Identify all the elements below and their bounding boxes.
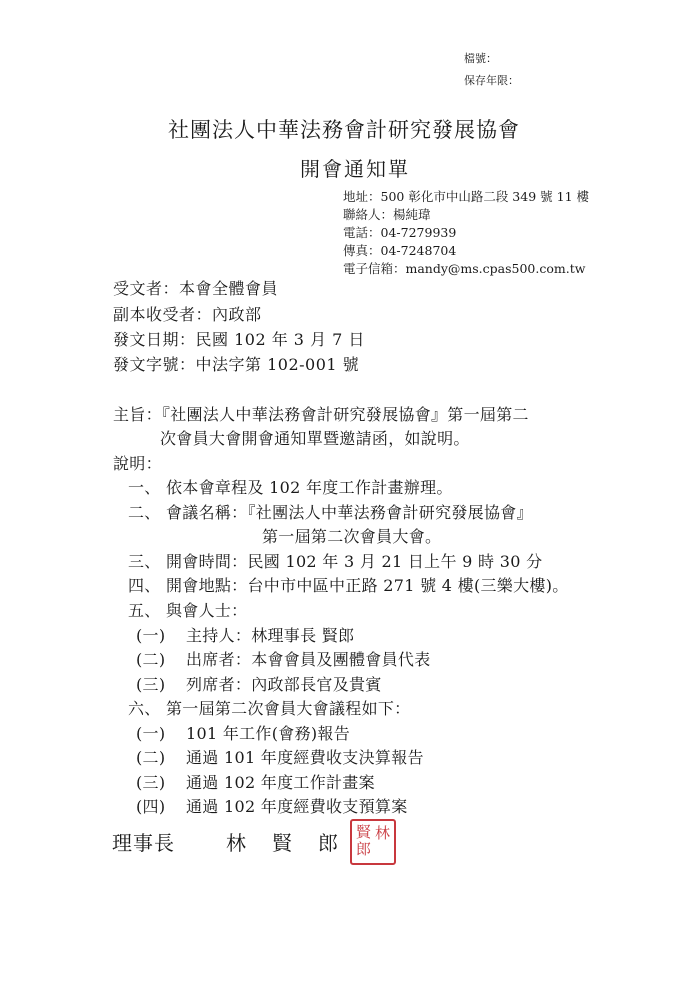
contact-block <box>343 188 589 278</box>
contact-email: 電子信箱：mandy@ms.cpas500.com.tw <box>343 261 586 276</box>
subject-line-1: 主旨：『社團法人中華法務會計研究發展協會』第一屆第二 <box>113 405 529 424</box>
chairman-name-char-1: 林 <box>226 831 246 855</box>
contact-fax: 傳真：04-7248704 <box>343 243 457 258</box>
contact-phone: 電話：04-7279939 <box>343 225 457 240</box>
agenda-3-number: (三) <box>136 773 166 792</box>
recipient-line: 受文者：本會全體會員 <box>113 279 279 298</box>
contact-person: 聯絡人：楊純瑋 <box>343 207 431 222</box>
agenda-2-text: 通過 101 年度經費收支決算報告 <box>186 748 424 767</box>
attendee-1-number: (一) <box>136 626 166 645</box>
attendee-3-number: (三) <box>136 675 166 694</box>
agenda-3-text: 通過 102 年度工作計畫案 <box>186 773 375 792</box>
chairman-seal <box>350 819 396 865</box>
agenda-2-number: (二) <box>136 748 166 767</box>
subject-line-2: 次會員大會開會通知單暨邀請函，如說明。 <box>160 429 470 448</box>
agenda-4-text: 通過 102 年度經費收支預算案 <box>186 797 408 816</box>
agenda-1-text: 101 年工作(會務)報告 <box>186 724 351 743</box>
document-title: 開會通知單 <box>300 157 410 181</box>
item-1: 一、 依本會章程及 102 年度工作計畫辦理。 <box>128 478 453 497</box>
item-5: 五、 與會人士： <box>128 601 248 620</box>
seal-char-3: 郎 <box>356 840 372 858</box>
item-2-line-1: 二、 會議名稱：『社團法人中華法務會計研究發展協會』 <box>128 503 533 522</box>
agenda-4-number: (四) <box>136 797 166 816</box>
retention-period-label: 保存年限： <box>464 74 519 87</box>
item-3: 三、 開會時間：民國 102 年 3 月 21 日上午 9 時 30 分 <box>128 552 543 571</box>
seal-char-1: 林 <box>375 824 391 842</box>
attendee-2-text: 出席者：本會會員及團體會員代表 <box>186 650 431 669</box>
explanation-label: 說明： <box>113 454 162 473</box>
contact-address: 地址：500 彰化市中山路二段 349 號 11 樓 <box>343 189 589 204</box>
chairman-title: 理事長 <box>112 831 175 855</box>
chairman-name-char-3: 郎 <box>318 831 338 855</box>
attendee-3-text: 列席者：內政部長官及貴賓 <box>186 675 382 694</box>
file-number-label: 檔號： <box>464 52 497 65</box>
seal-char-2: 賢 <box>356 823 372 841</box>
cc-line: 副本收受者：內政部 <box>113 305 262 324</box>
reference-number-line: 發文字號：中法字第 102-001 號 <box>113 355 360 374</box>
organization-name: 社團法人中華法務會計研究發展協會 <box>168 118 520 142</box>
chairman-name-char-2: 賢 <box>272 831 292 855</box>
agenda-1-number: (一) <box>136 724 166 743</box>
attendee-2-number: (二) <box>136 650 166 669</box>
attendee-1-text: 主持人：林理事長 賢郎 <box>186 626 355 645</box>
item-4: 四、 開會地點：台中市中區中正路 271 號 4 樓(三樂大樓)。 <box>128 576 569 595</box>
issue-date-line: 發文日期：民國 102 年 3 月 7 日 <box>113 330 365 349</box>
item-6: 六、 第一屆第二次會員大會議程如下： <box>128 699 411 718</box>
item-2-line-2: 第一屆第二次會員大會。 <box>262 527 442 546</box>
